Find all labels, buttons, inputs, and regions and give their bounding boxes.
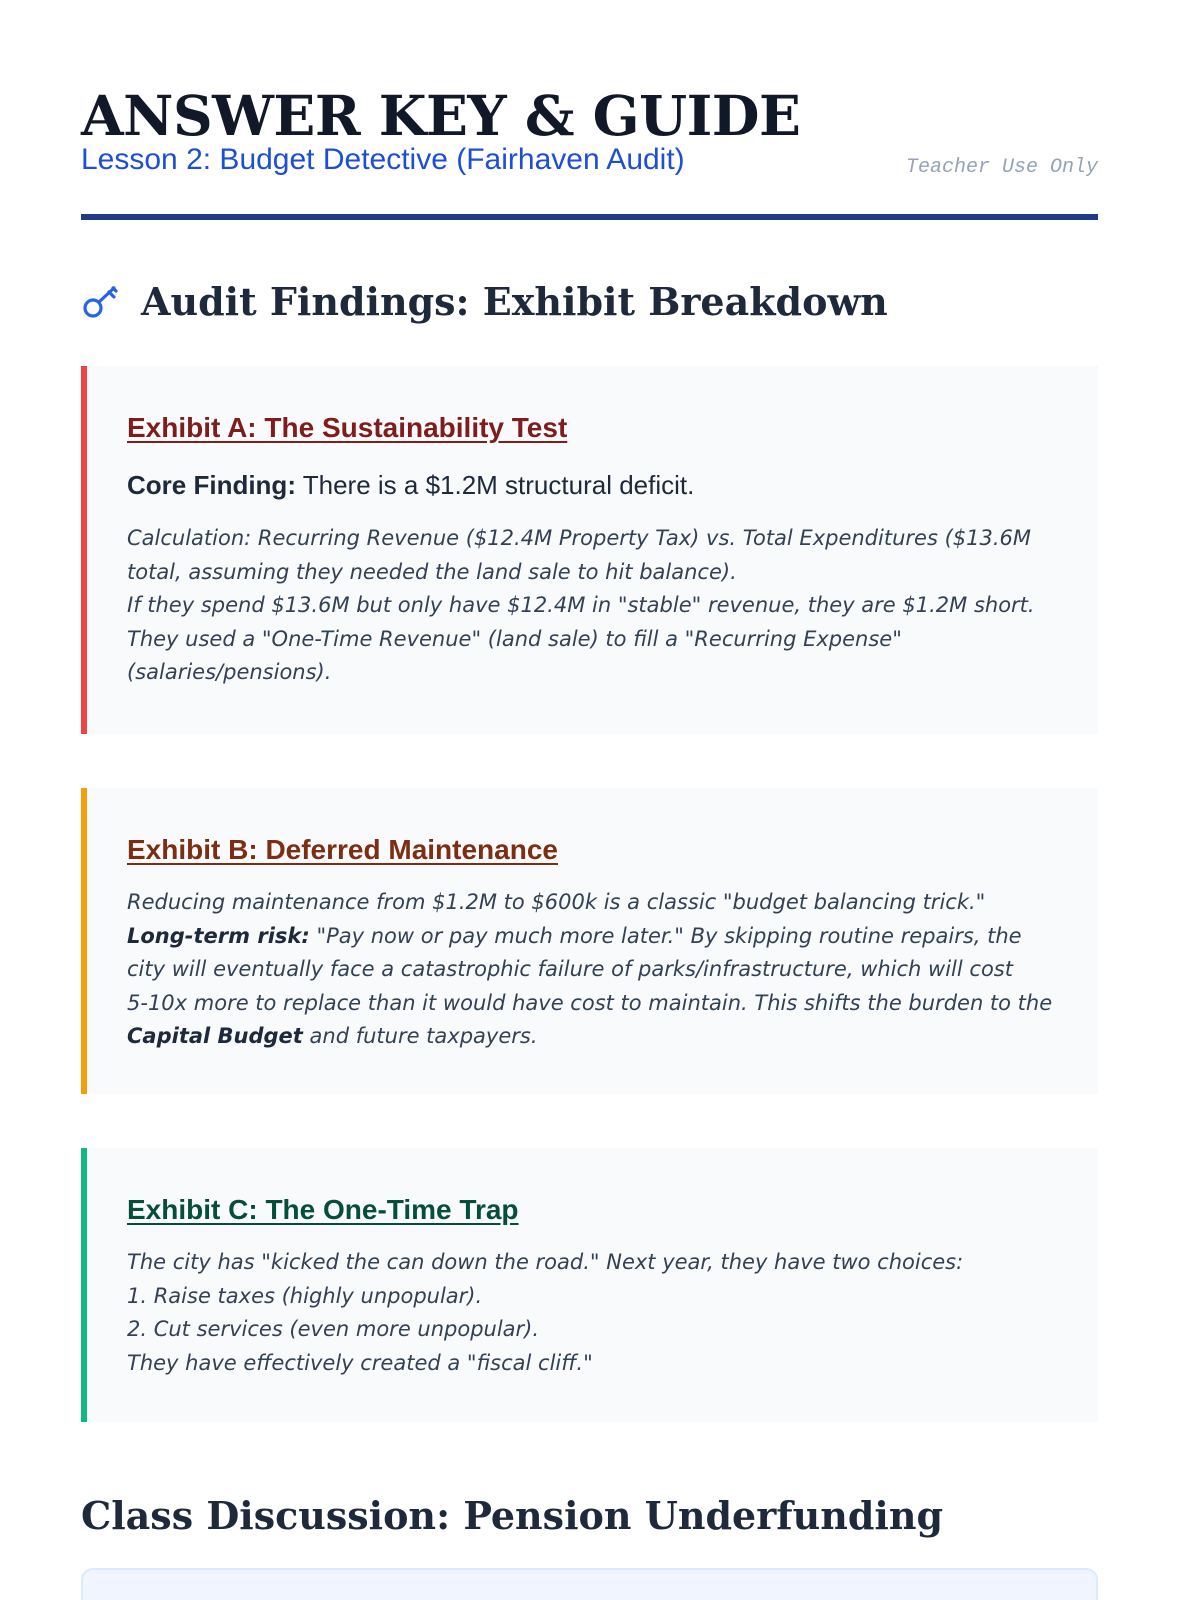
teacher-use-badge: Teacher Use Only <box>905 156 1098 179</box>
exhibit-c-title: Exhibit C: The One-Time Trap <box>127 1194 519 1225</box>
section-header <box>81 276 1098 326</box>
exhibit-c-line: They have effectively created a "fiscal cliff." <box>127 1350 593 1375</box>
long-term-risk-text: "Pay now or pay much more later." By skipping routine repairs, the <box>309 923 1022 948</box>
exhibit-a-line: They used a "One-Time Revenue" (land sale) to fill a "Recurring Expense" <box>127 626 902 651</box>
exhibit-a-title: Exhibit A: The Sustainability Test <box>127 412 568 443</box>
capital-budget-label: Capital Budget <box>127 1024 303 1048</box>
exhibit-b-line: 5-10x more to replace than it would have cost to maintain. This shifts the burden to the <box>127 990 1053 1015</box>
exhibit-b-line <box>127 1020 1058 1054</box>
exhibit-a-body <box>127 522 1058 690</box>
exhibit-a-line: If they spend $13.6M but only have $12.4M in "stable" revenue, they are $1.2M short. <box>127 593 1035 617</box>
exhibit-c-card <box>81 1148 1098 1422</box>
long-term-risk-label: Long-term risk: <box>127 923 310 948</box>
key-icon <box>81 281 121 321</box>
page-title: ANSWER KEY & GUIDE <box>81 83 801 148</box>
core-finding-text: There is a $1.2M structural deficit. <box>295 470 695 500</box>
page-header <box>81 0 1098 220</box>
exhibit-a-card <box>81 366 1098 734</box>
exhibit-b-line: city will eventually face a catastrophic failure of parks/infrastructure, which will cost <box>127 957 1013 981</box>
exhibit-b-body <box>127 886 1058 1054</box>
exhibit-a-line: (salaries/pensions). <box>127 660 332 684</box>
exhibit-b-line <box>127 920 1058 954</box>
exhibit-b-card <box>81 788 1098 1094</box>
header-divider <box>81 214 1098 220</box>
discussion-box <box>81 1568 1098 1600</box>
exhibit-a-line: total, assuming they needed the land sale to hit balance). <box>127 559 737 584</box>
exhibit-b-line: Reducing maintenance from $1.2M to $600k is a classic "budget balancing trick." <box>127 890 986 914</box>
exhibit-c-body <box>127 1246 1058 1380</box>
core-finding <box>127 468 1058 502</box>
subtitle-row <box>81 143 1098 192</box>
exhibit-c-line: The city has "kicked the can down the road." Next year, they have two choices: <box>127 1250 964 1274</box>
exhibit-c-line: 2. Cut services (even more unpopular). <box>127 1317 540 1341</box>
discussion-title: Class Discussion: Pension Underfunding <box>81 1493 944 1538</box>
exhibit-b-title: Exhibit B: Deferred Maintenance <box>127 834 558 865</box>
core-finding-label: Core Finding: <box>127 470 296 500</box>
section-title: Audit Findings: Exhibit Breakdown <box>141 278 888 324</box>
exhibit-c-line: 1. Raise taxes (highly unpopular). <box>127 1283 483 1308</box>
capital-budget-text: and future taxpayers. <box>302 1024 538 1048</box>
exhibit-a-line: Calculation: Recurring Revenue ($12.4M Property Tax) vs. Total Expenditures ($13.6M <box>127 526 1031 550</box>
lesson-subtitle: Lesson 2: Budget Detective (Fairhaven Audit) <box>81 143 685 176</box>
